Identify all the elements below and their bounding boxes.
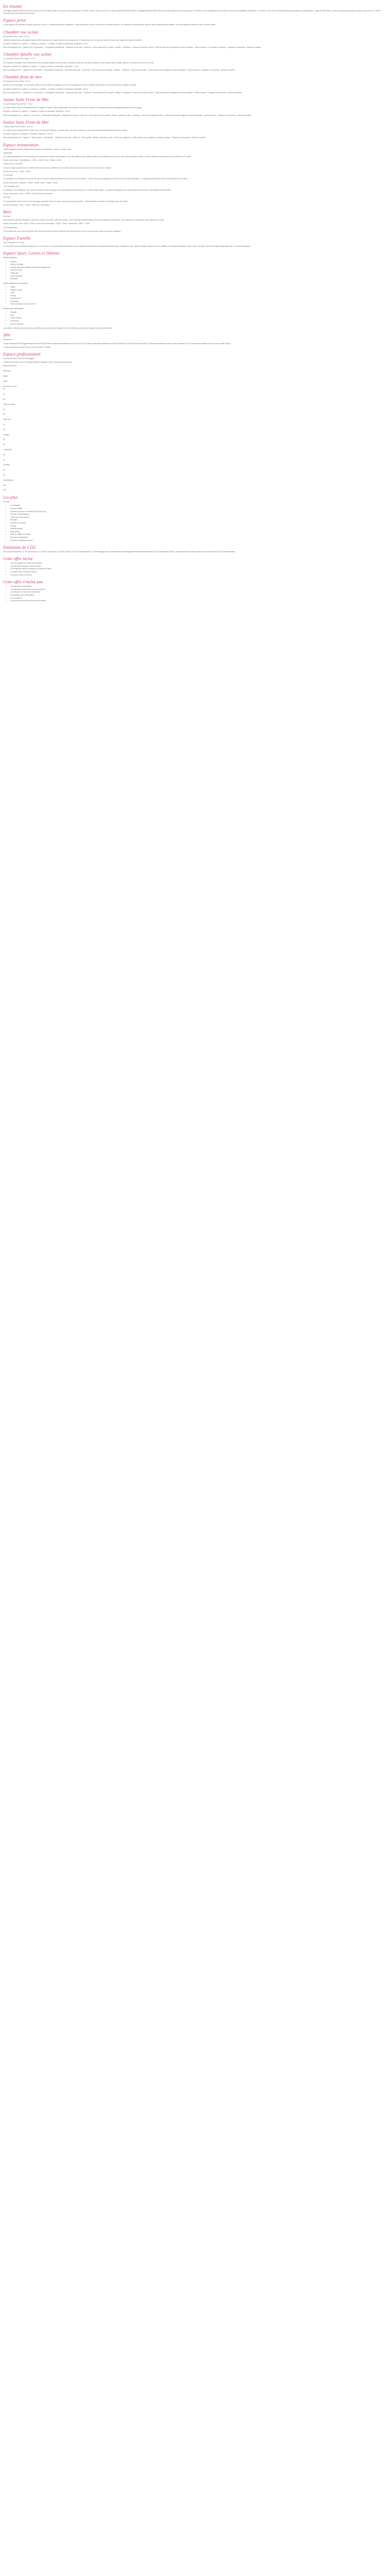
room-block-4	[3, 97, 382, 117]
room-equip: Elles sont équipées de : 1 grand lit - Salon séparé - Climatisation - Télévision écran plat - Coffre-fort - Wi-Fi gratuit - Minibar - Machine à café - Service de majordome - Salle de bains avec baignoire et douche séparée - Peignoirs et chaussons - Articles de toilette.	[3, 137, 206, 139]
list-item: • Pêche au gros	[10, 317, 382, 320]
list-item: • Les activités avec participation	[10, 594, 382, 597]
restaurant-text: Un restaurant de fruits de mer en bord de plage, spécialisé dans les crabes, homards et poissons grillés. Cadre intimiste et ambiance romantique sous les étoiles.	[3, 200, 128, 202]
table-cell-value: 25	[3, 473, 5, 476]
room-size: 10 Junior Suites Front de Mer - 78 m2	[3, 103, 33, 106]
room-block-2	[3, 52, 382, 72]
room-size: 12 Chambres Famille Vue Océan - 74 m2	[3, 58, 36, 60]
room-size: 85 Chambres Vue Océan - 60 m2	[3, 35, 29, 38]
restaurant-text: La Veranda est un restaurant à la carte servant une cuisine méditerranéenne et des saveurs de l'île Maurice. Il offre une vue panoramique sur l'océan et une terrasse ombragée. Le restaurant accueille les clients pour le déjeuner et le dîner.	[3, 178, 188, 180]
offre-exclut-list	[3, 585, 382, 603]
list-item: • Activités sportives quotidiennes (selon programme)	[10, 266, 382, 269]
famille-text: Le Club Mini & Moi accueille les enfants de 3 à 12 ans dans un espace dédié avec piscine, jeux et activités encadrées par une équipe professionnelle. Programme varié : ateliers créatifs, chasse au trésor, initiation à la culture mauricienne, sports et jeux de plage. Service de baby-sitting disponible sur demande (payant).	[3, 245, 251, 248]
bar-text: The Rockfish Bar est un bar au bord de l'eau ouvert de 10h00 à minuit. Ambiance décontractée avec vue sur le coucher de soleil et les sports nautiques.	[3, 230, 121, 232]
list-item: • Service d'étage	[10, 507, 382, 511]
page	[0, 0, 385, 609]
list-item: • Les repas selon la formule choisie	[10, 571, 382, 574]
table-cell-value: 40	[3, 408, 5, 411]
list-item: • Service de blanchisserie	[10, 513, 382, 516]
section-title-famille: Espace Famille	[3, 235, 31, 241]
section-title-sport: Espace Sport, Loisirs et Détente	[3, 250, 60, 256]
restaurant-hours: Heures d'ouverture : Petit-déjeuner : 07h00 - 10h30 / Dîner : 19h00 - 22h30	[3, 159, 62, 162]
room-block-3	[3, 74, 382, 94]
table-cell-label: Salle en U	[3, 418, 11, 421]
list-item: • Accès à la plage	[10, 263, 382, 266]
table-cell-label: Salle de Classe	[3, 403, 15, 405]
section-title-offre-inclut: Cette offre inclut	[3, 556, 33, 562]
list-item: • Change	[10, 525, 382, 528]
restaurant-name: "La Veranda"	[3, 174, 13, 177]
list-item: • Navette gratuite	[10, 528, 382, 531]
bar-hours: Heures d'ouverture : Bar : 10h00 - 00h00 / Service de restauration : 12h00 - 23h00 / Pâtisseries : 15h00 - 17h00	[3, 223, 90, 225]
section-title-spa: SPA	[3, 332, 10, 338]
room-title: Chambre famille vue océan	[3, 52, 52, 57]
list-item: • Tennis de table	[10, 275, 382, 278]
list-item: • Snorkeling	[10, 300, 382, 303]
room-size: 13 Chambres Front de Mer - 60 m2	[3, 80, 31, 83]
table-cell-value: 25	[3, 423, 5, 426]
table-cell-label: Atelier	[3, 375, 8, 378]
list-item: • Laser	[10, 292, 382, 295]
room-capacity: Accueille 3 adultes ou 2 adultes + 2 enfants. Superficie : 130 m2.	[3, 133, 54, 135]
list-item: • Salle de coiffure et beauté	[10, 533, 382, 536]
section-title-offre-exclut: Cette offre n'inclut pas	[3, 579, 43, 585]
room-block-1	[3, 29, 382, 49]
list-item: • Les excursions	[10, 597, 382, 600]
section-title-plus: Les plus	[3, 495, 18, 500]
emissions-text: Pour plus d'informations sur les émissions de CO2 liées à votre séjour, veuillez consulter le site de l'établissement. L'hôtel s'engage dans une démarche de développement durable et de réduction de son empreinte carbone, en partenariat avec des organismes locaux de protection de l'environnement.	[3, 551, 236, 553]
room-desc: Situées en bord de plage, ces chambres offrent un accès direct à la plage et une vue imprenable sur le lagon. Grandes baies vitrées, terrasse privée avec mobilier de jardin.	[3, 84, 137, 87]
table-cell-value: 18	[3, 428, 5, 431]
room-desc: Les suites les plus spacieuses de l'hôtel, avec une chambre séparée, un grand salon, une salle à manger et une vaste terrasse donnant directement sur la plage.	[3, 129, 128, 132]
plus-label: Services	[3, 501, 10, 503]
restaurant-hours: Heures d'ouverture : 10h00 - 00h00	[3, 170, 31, 173]
list-item: • Service de transfert aéroport	[10, 539, 382, 543]
spa-text: Le spa Navasana de l'Outrigger Mauritius Beach Resort offre une gamme complète de soins du corps et du visage, massages traditionnels et rituels inspirés de l'Asie et de l'océan Indien. Il dispose de cabines de soins, sauna, hammam et d'un espace de relaxation avec vue sur le jardin tropical.	[3, 342, 231, 345]
meeting-room-table	[3, 365, 382, 492]
table-cell-label: Dimension en m2	[3, 385, 17, 387]
room-desc: Ces chambres familiales sont composées de deux espaces séparés par une porte coulissante, dont une chambre principale et une chambre pour enfants. Balcon ou terrasse avec vue sur l'océan.	[3, 61, 154, 64]
table-cell-label: Oui	[3, 489, 6, 492]
list-item: • Sortie en bateau à fond de verre	[10, 303, 382, 306]
room-desc: Les suites offrent une vue exceptionnelle sur le lagon et l'océan. Elles comprennent une chambre, un coin salon séparé et une grande terrasse aménagée directement sur la plage.	[3, 107, 142, 109]
list-item: • Pédalo	[10, 295, 382, 298]
restaurant-hours: Heures d'ouverture : Dîner : 19h00 - 22h30 (fermé le dimanche)	[3, 193, 53, 195]
list-item: • Plongée	[10, 311, 382, 314]
room-equip: Elles sont équipées de : 1 grand lit et 2 lits simples - Climatisation individuelle - Télévision écran plat - Coffre-fort - Accès internet Wi-Fi gratuit - Minibar - Téléphone - Service de chambre - Salle de bains avec baignoire et douche séparée - Sèche-cheveux - Peignoirs et chaussons - Articles de toilette.	[3, 69, 235, 72]
bar-name: "Bar Bleu"	[3, 215, 11, 217]
nautiques-label: Sports nautiques non motorisés :	[3, 282, 29, 284]
resume-text: L'Outrigger Mauritius Beach Resort est situé au bord de l'océan Indien, le long des côtes escarpées de l'Océan Indien. Niché au cœur de la réserve naturelle de Bel Ombre, l'Outrigger Mauritius Beach Resort rencontre également tout le plaisir de l'île Maurice à prix imbattables de réservation et toutes les installations modernes. Le complexe vous offre une ambiance et des prestations exceptionnelles : plage de sable blanc, service de majordome, piscine tropicale, spa luxueux et cuisine internationale à proximité de l'île Maurice.	[3, 10, 381, 15]
bar-name: "The Rockfish Bar"	[3, 226, 18, 229]
room-block-5	[3, 120, 382, 140]
bar-text: Situé près de la piscine principale, le Bar Bleu propose une carte variée de cocktails, vins et boissons rafraîchissantes dans une ambiance décontractée. Des spectacles et animations sont organisés en soirée.	[3, 219, 165, 222]
list-item: • Volley ball	[10, 272, 382, 275]
restaurant-text: Un restaurant élégant au bord de la plage, qui propose une cuisine internationale et des spécialités locales. Buffets variés au petit-déjeuner et au dîner, avec show-cooking et soirées à thème. Ambiance décontractée et conviviale face à l'océan.	[3, 156, 192, 158]
list-item: • Location de voitures	[10, 522, 382, 525]
room-capacity: Accueille 3 adultes ou 2 adultes + 2 enfants. Lit bébé sur demande. Superficie : 78 m2.	[3, 110, 71, 113]
sport-note: À proximité, l'hôtel permet aux clients de profiter du parcours de golf Heritage Golf Club (18 trous) avec navette gratuite et tarifs préférentiels.	[3, 327, 112, 330]
table-cell-value: 24	[3, 459, 5, 461]
pro-sub: 2 Salles de Réunion, lieu de réception extérieur, Mariages, Dîners de gala (sur demande)	[3, 361, 72, 364]
table-cell-value: 50	[3, 398, 5, 401]
list-item: • Les boissons et repas non mentionnés	[10, 591, 382, 594]
bar-2	[3, 227, 382, 233]
room-title: Chambre front de mer	[3, 74, 42, 80]
list-item: • Service de majordome	[10, 536, 382, 539]
restaurant-text: Un bar de plage qui propose une sélection de rhums locaux, cocktails et en-cas légers. Ambiance musicale et coucher de soleil sur le lagon.	[3, 166, 112, 169]
offre-inclut-list	[3, 562, 382, 577]
pro-text: Évènements dans l'enceinte d'Outrigger	[3, 358, 34, 360]
nautiques-list	[3, 286, 382, 306]
table-cell-label: Climatisation	[3, 479, 13, 481]
list-item: • Court de tennis	[10, 269, 382, 272]
restaurant-2	[3, 163, 382, 173]
restaurant-hours: Heures d'ouverture : Dîner : 19h00 - 22h00 (sur réservation)	[3, 204, 50, 206]
list-item: • Golf	[10, 314, 382, 317]
spa-name: "Navasana"	[3, 338, 12, 341]
restaurant-name: "Willy's Rum & Cane Bar"	[3, 163, 23, 165]
table-cell-value: 60	[3, 438, 5, 441]
restaurant-4	[3, 185, 382, 196]
services-list	[3, 504, 382, 542]
list-item: • Les transferts aéroport / hôtel / aéroport	[10, 565, 382, 568]
list-item: • Service de bonne de chambre (2 fois par jour)	[10, 511, 382, 514]
list-item: • Les dépenses personnelles et les pourboires	[10, 588, 382, 591]
list-item: • Les vols réguliers en classe économique	[10, 562, 382, 565]
room-capacity: Accueille 3 adultes ou 2 adultes + 1 enfant ou 2 adultes + 2 enfants. Lit bébé sur demande. Superficie : 60 m2.	[3, 43, 89, 45]
table-cell-label: Conférence	[3, 449, 12, 451]
section-title-restauration: Espace restauration	[3, 142, 39, 147]
list-item: • Les assurances facultatives	[10, 585, 382, 588]
list-item: • Les soins au spa et les frais de visa éventuels	[10, 600, 382, 603]
restaurant-text: Le restaurant The Plantation Club, situé à l'entrée de l'hôtel, propose une cuisine gastronomique créole et un cadre colonial raffiné. Les plats sont préparés avec des produits frais et locaux. Réservation recommandée.	[3, 189, 171, 191]
chambres-intro: L'hôtel dispose de chambres et suites luxueuses à la fois ; comprenant diverses catégories. Toutes offrent des vues sur l'océan ou sur le jardin tropical. Les chambres ont été pensées dans un style contemporain et élégant, avec des matériaux naturels et des couleurs locales.	[3, 24, 216, 26]
famille-subtitle: Club enfant (de 3 à 12 ans)	[3, 241, 25, 244]
table-cell-label: Cocktail	[3, 464, 10, 466]
room-size: 2 Senior Suites Front de Mer - 130 m2	[3, 125, 33, 128]
section-title-bars: Bars	[3, 209, 12, 214]
restaurant-name: "Ka Crab"	[3, 196, 11, 199]
list-item: • Conciergerie	[10, 504, 382, 507]
room-desc: Chambres spacieuses avec grandes baies vitrées donnant sur le lagon, balcon ou terrasse privée. 2 lits jumeaux ou 1 lit king size, salle de bains avec baignoire et douche séparée.	[3, 39, 142, 41]
section-title-espace-prive: Espace privé	[3, 18, 26, 23]
restaurant-hours: Heures d'ouverture : Déjeuner : 12h00 - 15h00 / Dîner : 19h00 - 22h00	[3, 181, 58, 184]
table-cell-label: Quart	[3, 380, 8, 382]
room-equip: Elles sont équipées de : 1 grand lit - Coin salon - Climatisation individuelle - Télévision écran plat - Coffre-fort - Accès internet Wi-Fi gratuit - Minibar - Machine à café - Téléphone - Service de chambre 24h/24 - Salle de bains avec baignoire et douche séparée - Sèche-cheveux - Peignoirs et chaussons - Articles de toilette.	[3, 114, 252, 116]
room-title: Junior Suite Front de Mer	[3, 97, 49, 103]
table-cell-label: Dimension	[3, 370, 12, 372]
list-item: • L'hébergement dans la catégorie de chambre choisie	[10, 568, 382, 571]
list-item: • Planche à voile	[10, 289, 382, 292]
list-item: • Sortie en bateau	[10, 323, 382, 326]
list-item: • Kayak	[10, 286, 382, 289]
table-cell-label: Salle de Réunion	[3, 365, 17, 367]
table-cell-label: Théâtre	[3, 433, 9, 436]
room-equip: Elles sont équipées de : 1 grand lit ou 2 lits jumeaux - Climatisation individuelle - Télévision écran plat - Coffre-fort - Accès internet Wi-Fi gratuit - Minibar - Téléphone - Service de chambre 24h/24 - Salle de bains avec baignoire et douche séparée - Sèche-cheveux - Fer et table à repasser - Peignoirs et chaussons - Articles de toilette.	[3, 46, 262, 49]
table-cell-value: 25	[3, 444, 5, 446]
activites-label: Activités gratuites :	[3, 257, 18, 259]
list-item: • Baby-sitting	[10, 531, 382, 534]
list-item: • Les taxes et frais de service	[10, 574, 382, 577]
table-cell-label: Oui	[3, 484, 6, 486]
room-capacity: Accueille 2 adultes et 2 enfants ou 3 adultes + 1 enfant. Lit bébé sur demande. Superficie : 74 m2.	[3, 65, 79, 67]
spa-hours: Le spa Navasana est ouvert tous les jours de 09h00 à 20h00.	[3, 346, 51, 348]
list-item: • Coffre-fort à la réception	[10, 516, 382, 519]
restaurant-name: "Edgewater"	[3, 151, 13, 154]
room-equip: Elles sont équipées de : 1 grand lit ou 2 lits jumeaux - Climatisation individuelle - Télévision écran plat - Coffre-fort - Accès internet Wi-Fi gratuit - Minibar - Téléphone - Service de chambre 24h/24 - Salle de bains avec baignoire et douche séparée - Sèche-cheveux - Peignoirs et chaussons - Articles de toilette.	[3, 91, 242, 94]
section-title-pro: Espace professionnel	[3, 351, 41, 357]
restaurant-5	[3, 196, 382, 207]
bar-1	[3, 215, 382, 226]
payantes-list	[3, 311, 382, 326]
table-cell-value: 30	[3, 453, 5, 456]
restauration-intro: L'hôtel Outrigger Mauritius Beach Resort propose 5 restaurants, 3 bars et 1 salon à vins.	[3, 148, 72, 150]
activites-list	[3, 261, 382, 281]
table-cell-value: 60	[3, 388, 5, 391]
restaurant-3	[3, 174, 382, 184]
room-title: Chambre vue océan	[3, 29, 38, 35]
list-item: • Piscines	[10, 261, 382, 264]
table-cell-value: 60	[3, 469, 5, 471]
table-cell-value: 30	[3, 413, 5, 416]
list-item: • Pétanque	[10, 278, 382, 281]
list-item: • Excursions	[10, 320, 382, 323]
list-item: • Paddle board	[10, 297, 382, 300]
restaurant-name: "The Plantation Club"	[3, 185, 20, 188]
table-cell-value: 15	[3, 393, 5, 396]
payantes-label: Activités avec participation :	[3, 308, 25, 310]
section-title-resume: En résumé	[3, 4, 22, 9]
section-title-emissions: Émissions de CO2	[3, 545, 36, 550]
list-item: • Boutique	[10, 519, 382, 522]
room-title: Senior Suite Front de Mer	[3, 119, 49, 125]
restaurant-1	[3, 152, 382, 162]
room-capacity: Accueille 3 adultes ou 2 adultes + 1 enfant ou 2 adultes + 2 enfants. Lit bébé sur demande. Superficie : 60 m2.	[3, 88, 89, 90]
